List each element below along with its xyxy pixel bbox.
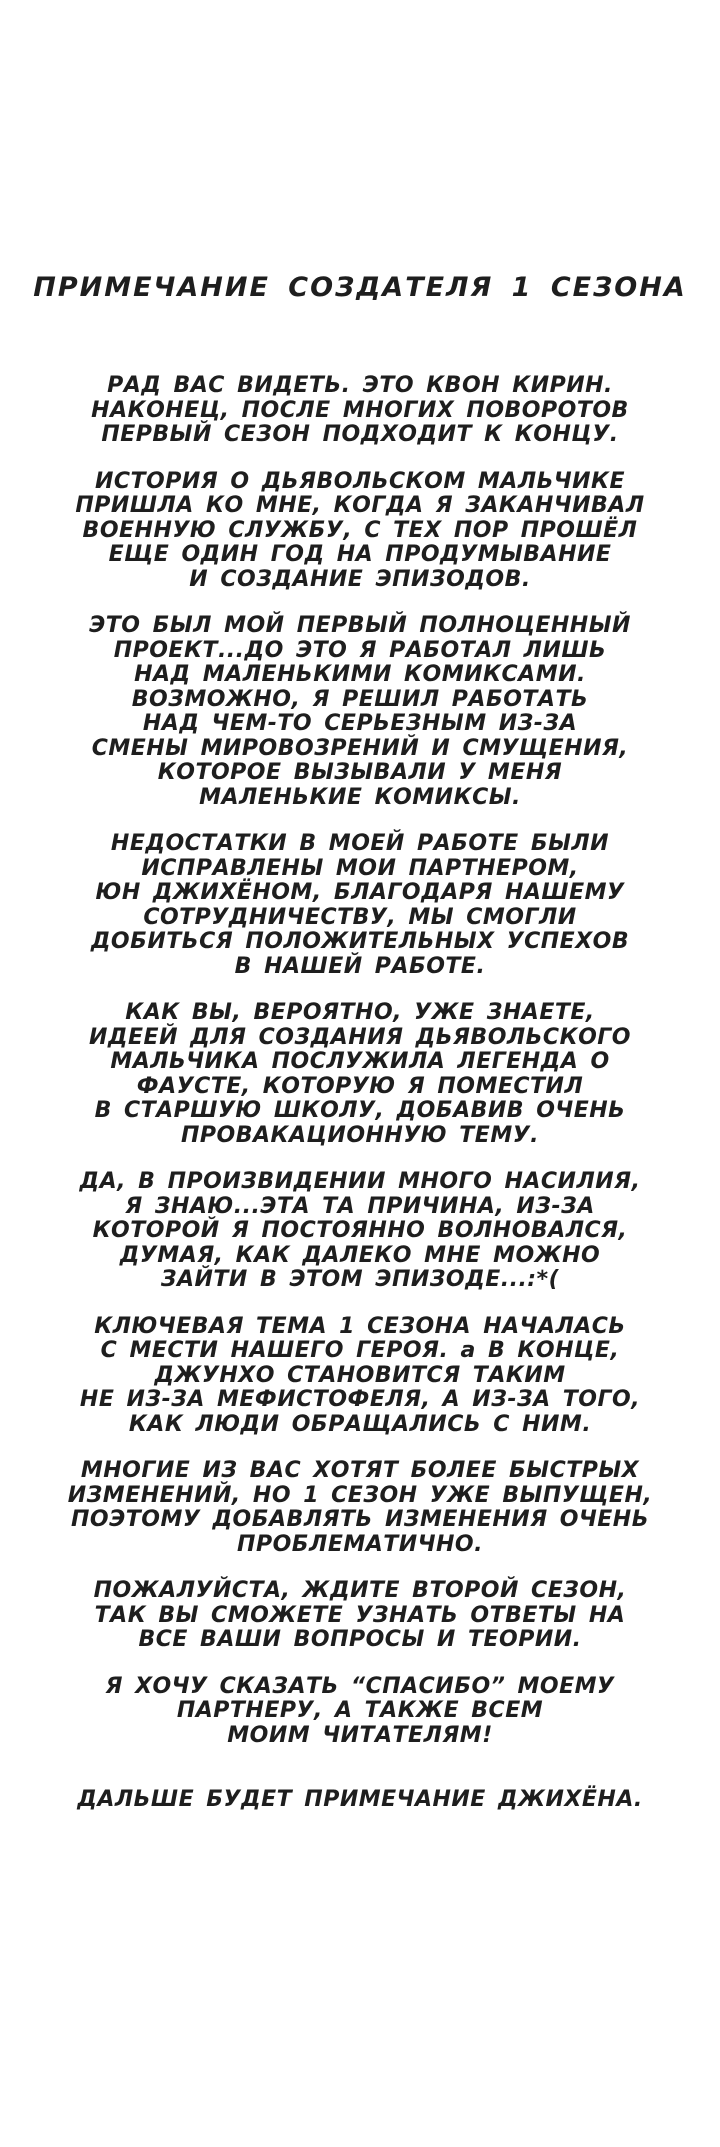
- note-body: [0, 374, 720, 1748]
- text-line: ПЕРВЫЙ СЕЗОН ПОДХОДИТ К КОНЦУ.: [101, 422, 619, 447]
- paragraph: [0, 1170, 720, 1293]
- text-line: ФАУСТЕ, КОТОРУЮ Я ПОМЕСТИЛ: [136, 1073, 584, 1099]
- text-line: КОТОРОЕ ВЫЗЫВАЛИ У МЕНЯ: [157, 760, 563, 785]
- text-line: ТАК ВЫ СМОЖЕТЕ УЗНАТЬ ОТВЕТЫ НА: [94, 1602, 626, 1628]
- paragraph: [0, 374, 720, 448]
- text-line: ПОЖАЛУЙСТА, ЖДИТЕ ВТОРОЙ СЕЗОН,: [93, 1578, 627, 1603]
- paragraph: [0, 1675, 720, 1749]
- text-line: Я ЗНАЮ...ЭТА ТА ПРИЧИНА, ИЗ-ЗА: [125, 1193, 595, 1219]
- text-line: Я ХОЧУ СКАЗАТЬ “СПАСИБО” МОЕМУ: [105, 1673, 615, 1699]
- text-line: НАКОНЕЦ, ПОСЛЕ МНОГИХ ПОВОРОТОВ: [91, 397, 629, 423]
- text-line: ДА, В ПРОИЗВИДЕНИИ МНОГО НАСИЛИЯ,: [79, 1169, 641, 1194]
- text-line: ИЗМЕНЕНИЙ, НО 1 СЕЗОН УЖЕ ВЫПУЩЕН,: [67, 1482, 653, 1508]
- text-line: С МЕСТИ НАШЕГО ГЕРОЯ. а В КОНЦЕ,: [100, 1338, 620, 1363]
- text-line: СМЕНЫ МИРОВОЗРЕНИЙ И СМУЩЕНИЯ,: [91, 735, 629, 761]
- text-line: РАД ВАС ВИДЕТЬ. ЭТО КВОН КИРИН.: [107, 373, 613, 398]
- text-line: ЮН ДЖИХЁНОМ, БЛАГОДАРЯ НАШЕМУ: [95, 880, 625, 905]
- text-line: КОТОРОЙ Я ПОСТОЯННО ВОЛНОВАЛСЯ,: [92, 1218, 628, 1243]
- page-title: ПРИМЕЧАНИЕ СОЗДАТЕЛЯ 1 СЕЗОНА: [33, 272, 687, 303]
- text-line: МНОГИЕ ИЗ ВАС ХОТЯТ БОЛЕЕ БЫСТРЫХ: [80, 1458, 640, 1483]
- text-line: ВОЕННУЮ СЛУЖБУ, С ТЕХ ПОР ПРОШЁЛ: [82, 517, 638, 543]
- paragraph: [0, 1579, 720, 1653]
- text-line: ИСПРАВЛЕНЫ МОИ ПАРТНЕРОМ,: [141, 855, 579, 881]
- text-line: ПРОВАКАЦИОННУЮ ТЕМУ.: [180, 1122, 540, 1148]
- text-line: НАД ЧЕМ-ТО СЕРЬЕЗНЫМ ИЗ-ЗА: [142, 711, 578, 736]
- text-line: ПАРТНЕРУ, А ТАКЖЕ ВСЕМ: [176, 1698, 544, 1723]
- text-line: ПОЭТОМУ ДОБАВЛЯТЬ ИЗМЕНЕНИЯ ОЧЕНЬ: [70, 1507, 649, 1532]
- text-line: ЗАЙТИ В ЭТОМ ЭПИЗОДЕ...:*(: [160, 1267, 560, 1292]
- text-line: ПРИШЛА КО МНЕ, КОГДА Я ЗАКАНЧИВАЛ: [75, 493, 645, 518]
- text-line: КАК ЛЮДИ ОБРАЩАЛИСЬ С НИМ.: [128, 1411, 592, 1437]
- text-line: ПРОБЛЕМАТИЧНО.: [237, 1531, 483, 1557]
- text-line: НАД МАЛЕНЬКИМИ КОМИКСАМИ.: [134, 662, 586, 687]
- text-line: ПРОЕКТ...ДО ЭТО Я РАБОТАЛ ЛИШЬ: [113, 637, 607, 663]
- text-line: ДЖУНХО СТАНОВИТСЯ ТАКИМ: [154, 1362, 566, 1388]
- text-line: В СТАРШУЮ ШКОЛУ, ДОБАВИВ ОЧЕНЬ: [94, 1098, 626, 1123]
- paragraph: [0, 1315, 720, 1438]
- text-line: ЭТО БЫЛ МОЙ ПЕРВЫЙ ПОЛНОЦЕННЫЙ: [89, 613, 631, 638]
- text-line: ИСТОРИЯ О ДЬЯВОЛЬСКОМ МАЛЬЧИКЕ: [94, 468, 626, 494]
- text-line: ДУМАЯ, КАК ДАЛЕКО МНЕ МОЖНО: [119, 1242, 601, 1268]
- text-line: ЕЩЕ ОДИН ГОД НА ПРОДУМЫВАНИЕ: [108, 542, 612, 567]
- text-line: В НАШЕЙ РАБОТЕ.: [234, 953, 486, 979]
- paragraph: [0, 1459, 720, 1557]
- text-line: ВОЗМОЖНО, Я РЕШИЛ РАБОТАТЬ: [131, 686, 589, 712]
- text-line: И СОЗДАНИЕ ЭПИЗОДОВ.: [189, 566, 531, 592]
- text-line: ВСЕ ВАШИ ВОПРОСЫ И ТЕОРИИ.: [138, 1627, 582, 1652]
- text-line: МОИМ ЧИТАТЕЛЯМ!: [227, 1722, 493, 1748]
- paragraph: [0, 614, 720, 810]
- text-line: МАЛЬЧИКА ПОСЛУЖИЛА ЛЕГЕНДА О: [110, 1049, 610, 1074]
- text-line: КАК ВЫ, ВЕРОЯТНО, УЖЕ ЗНАЕТЕ,: [125, 1000, 595, 1025]
- text-line: ДОБИТЬСЯ ПОЛОЖИТЕЛЬНЫХ УСПЕХОВ: [90, 929, 630, 954]
- text-line: МАЛЕНЬКИЕ КОМИКСЫ.: [199, 784, 521, 810]
- paragraph: [0, 1001, 720, 1148]
- text-line: ИДЕЕЙ ДЛЯ СОЗДАНИЯ ДЬЯВОЛЬСКОГО: [89, 1024, 631, 1050]
- text-line: СОТРУДНИЧЕСТВУ, МЫ СМОГЛИ: [143, 904, 577, 930]
- paragraph: [0, 470, 720, 593]
- footer-note: ДАЛЬШЕ БУДЕТ ПРИМЕЧАНИЕ ДЖИХЁНА.: [77, 1787, 643, 1812]
- paragraph: [0, 832, 720, 979]
- text-line: НЕДОСТАТКИ В МОЕЙ РАБОТЕ БЫЛИ: [110, 831, 610, 856]
- text-line: НЕ ИЗ-ЗА МЕФИСТОФЕЛЯ, А ИЗ-ЗА ТОГО,: [79, 1387, 641, 1412]
- text-line: КЛЮЧЕВАЯ ТЕМА 1 СЕЗОНА НАЧАЛАСЬ: [94, 1313, 626, 1339]
